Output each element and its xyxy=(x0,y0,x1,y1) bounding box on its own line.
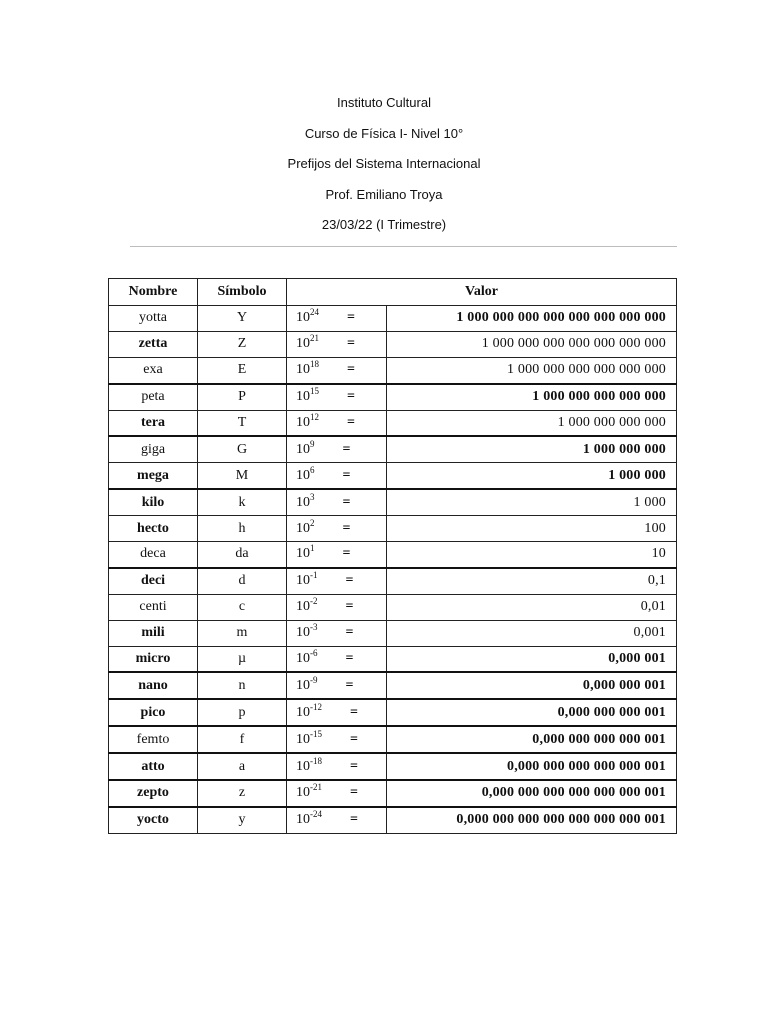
power-of-ten xyxy=(287,384,387,410)
prefix-name: peta xyxy=(109,384,198,410)
decimal-value: 100 xyxy=(387,516,677,542)
power-of-ten xyxy=(287,568,387,594)
equals-sign: = xyxy=(347,389,355,405)
equals-sign: = xyxy=(350,785,358,801)
table-row xyxy=(109,463,677,489)
power-base: 10 xyxy=(296,625,310,641)
power-exponent: -24 xyxy=(310,809,322,820)
power-exponent: 9 xyxy=(310,438,315,449)
table-row xyxy=(109,780,677,807)
prefix-name: mili xyxy=(109,620,198,646)
prefix-symbol: Z xyxy=(198,331,287,357)
power-exponent: 21 xyxy=(310,333,319,344)
equals-sign: = xyxy=(350,731,358,747)
prefix-name: nano xyxy=(109,672,198,699)
power-base: 10 xyxy=(296,336,310,352)
table-row xyxy=(109,672,677,699)
power-base: 10 xyxy=(296,573,310,589)
power-exponent: -15 xyxy=(310,728,322,739)
decimal-value: 0,000 001 xyxy=(387,646,677,672)
prefix-symbol: k xyxy=(198,489,287,515)
equals-sign: = xyxy=(347,362,355,378)
power-of-ten xyxy=(287,516,387,542)
decimal-value: 10 xyxy=(387,542,677,568)
prefix-symbol: z xyxy=(198,780,287,807)
document-header xyxy=(0,88,768,241)
power-base: 10 xyxy=(296,389,310,405)
prefix-symbol: a xyxy=(198,753,287,780)
prefix-symbol: h xyxy=(198,516,287,542)
power-exponent: -1 xyxy=(310,570,318,581)
equals-sign: = xyxy=(347,336,355,352)
equals-sign: = xyxy=(342,441,351,457)
table-row xyxy=(109,568,677,594)
table-row xyxy=(109,384,677,410)
power-of-ten xyxy=(287,357,387,383)
table-row xyxy=(109,620,677,646)
decimal-value: 0,000 000 001 xyxy=(387,672,677,699)
prefix-name: kilo xyxy=(109,489,198,515)
power-base: 10 xyxy=(296,494,310,510)
decimal-value: 1 000 000 000 xyxy=(387,436,677,462)
course-name: Curso de Física I- Nivel 10° xyxy=(304,125,464,141)
column-header-symbol: Símbolo xyxy=(198,279,287,306)
header-divider xyxy=(130,246,677,247)
power-exponent: -2 xyxy=(310,596,318,607)
power-exponent: 1 xyxy=(310,543,315,554)
decimal-value: 1 000 000 xyxy=(387,463,677,489)
power-base: 10 xyxy=(296,546,310,562)
power-exponent: -18 xyxy=(310,755,322,766)
power-exponent: 2 xyxy=(310,517,315,528)
table-row xyxy=(109,516,677,542)
decimal-value: 1 000 000 000 000 000 000 xyxy=(387,357,677,383)
power-base: 10 xyxy=(296,731,310,747)
equals-sign: = xyxy=(350,704,358,720)
prefix-symbol: da xyxy=(198,542,287,568)
power-exponent: 12 xyxy=(310,412,319,422)
power-base: 10 xyxy=(296,362,310,378)
prefix-symbol: Y xyxy=(198,306,287,332)
power-of-ten xyxy=(287,331,387,357)
table-row xyxy=(109,753,677,780)
equals-sign: = xyxy=(350,812,358,828)
table-row xyxy=(109,646,677,672)
power-base: 10 xyxy=(296,785,310,801)
power-base: 10 xyxy=(296,677,310,693)
equals-sign: = xyxy=(350,758,358,774)
prefix-name: tera xyxy=(109,410,198,436)
prefix-name: zetta xyxy=(109,331,198,357)
decimal-value: 0,000 000 000 001 xyxy=(387,699,677,726)
power-of-ten xyxy=(287,699,387,726)
column-header-value: Valor xyxy=(287,279,677,306)
prefix-name: deci xyxy=(109,568,198,594)
power-of-ten xyxy=(287,807,387,833)
si-prefix-table xyxy=(108,278,677,834)
prefix-symbol: E xyxy=(198,357,287,383)
power-of-ten xyxy=(287,410,387,436)
decimal-value: 0,000 000 000 000 001 xyxy=(387,726,677,753)
table-row xyxy=(109,410,677,436)
power-base: 10 xyxy=(296,520,310,536)
prefix-symbol: µ xyxy=(198,646,287,672)
equals-sign: = xyxy=(342,546,351,562)
decimal-value: 0,000 000 000 000 000 000 001 xyxy=(387,780,677,807)
power-of-ten xyxy=(287,620,387,646)
power-base: 10 xyxy=(296,812,310,828)
teacher-name: Prof. Emiliano Troya xyxy=(325,186,443,202)
table-row xyxy=(109,542,677,568)
power-base: 10 xyxy=(296,758,310,774)
equals-sign: = xyxy=(347,415,355,430)
power-exponent: 18 xyxy=(310,359,319,370)
equals-sign: = xyxy=(342,467,351,483)
table-row xyxy=(109,726,677,753)
table-body xyxy=(109,306,677,834)
power-exponent: -6 xyxy=(310,648,318,659)
power-exponent: 15 xyxy=(310,386,319,397)
power-of-ten xyxy=(287,306,387,332)
prefix-name: femto xyxy=(109,726,198,753)
column-header-name: Nombre xyxy=(109,279,198,306)
equals-sign: = xyxy=(345,651,354,667)
power-of-ten xyxy=(287,726,387,753)
power-base: 10 xyxy=(296,441,310,457)
table-header-row xyxy=(109,279,677,306)
power-base: 10 xyxy=(296,651,310,667)
equals-sign: = xyxy=(345,573,354,589)
prefix-name: pico xyxy=(109,699,198,726)
equals-sign: = xyxy=(342,494,351,510)
power-exponent: -21 xyxy=(310,782,322,793)
power-exponent: 3 xyxy=(310,491,315,502)
power-of-ten xyxy=(287,463,387,489)
decimal-value: 1 000 000 000 000 000 000 000 xyxy=(387,331,677,357)
prefix-symbol: m xyxy=(198,620,287,646)
power-of-ten xyxy=(287,436,387,462)
decimal-value: 0,001 xyxy=(387,620,677,646)
decimal-value: 1 000 000 000 000 000 xyxy=(387,384,677,410)
power-of-ten xyxy=(287,753,387,780)
prefix-name: hecto xyxy=(109,516,198,542)
power-of-ten xyxy=(287,489,387,515)
document-date: 23/03/22 (I Trimestre) xyxy=(321,217,447,232)
prefix-name: mega xyxy=(109,463,198,489)
prefix-symbol: P xyxy=(198,384,287,410)
decimal-value: 0,000 000 000 000 000 000 000 001 xyxy=(387,807,677,833)
table-row xyxy=(109,807,677,833)
prefix-name: yocto xyxy=(109,807,198,833)
table-row xyxy=(109,436,677,462)
table-row xyxy=(109,594,677,620)
power-base: 10 xyxy=(296,310,310,326)
prefix-symbol: d xyxy=(198,568,287,594)
power-of-ten xyxy=(287,542,387,568)
prefix-symbol: p xyxy=(198,699,287,726)
prefix-symbol: n xyxy=(198,672,287,699)
document-topic: Prefijos del Sistema Internacional xyxy=(287,156,481,171)
prefix-symbol: T xyxy=(198,410,287,436)
power-exponent: -3 xyxy=(310,622,318,633)
power-of-ten xyxy=(287,780,387,807)
decimal-value: 1 000 000 000 000 xyxy=(387,410,677,436)
prefix-name: deca xyxy=(109,542,198,568)
decimal-value: 1 000 xyxy=(387,489,677,515)
power-base: 10 xyxy=(296,704,310,720)
prefix-name: exa xyxy=(109,357,198,383)
table-row xyxy=(109,306,677,332)
power-exponent: -12 xyxy=(310,701,322,712)
power-base: 10 xyxy=(296,467,310,483)
table-row xyxy=(109,331,677,357)
prefix-symbol: G xyxy=(198,436,287,462)
prefix-name: micro xyxy=(109,646,198,672)
decimal-value: 1 000 000 000 000 000 000 000 000 xyxy=(387,306,677,332)
institution-name: Instituto Cultural xyxy=(337,95,431,110)
equals-sign: = xyxy=(345,599,354,615)
decimal-value: 0,1 xyxy=(387,568,677,594)
power-exponent: -9 xyxy=(310,674,318,685)
prefix-name: zepto xyxy=(109,780,198,807)
decimal-value: 0,01 xyxy=(387,594,677,620)
prefix-name: giga xyxy=(109,436,198,462)
prefix-name: centi xyxy=(109,594,198,620)
prefix-symbol: f xyxy=(198,726,287,753)
power-of-ten xyxy=(287,672,387,699)
power-exponent: 24 xyxy=(310,307,319,318)
equals-sign: = xyxy=(342,520,351,536)
table-row xyxy=(109,489,677,515)
prefix-name: yotta xyxy=(109,306,198,332)
power-exponent: 6 xyxy=(310,464,315,475)
decimal-value: 0,000 000 000 000 000 001 xyxy=(387,753,677,780)
equals-sign: = xyxy=(345,625,354,641)
power-of-ten xyxy=(287,594,387,620)
prefix-symbol: c xyxy=(198,594,287,620)
prefix-symbol: y xyxy=(198,807,287,833)
prefix-symbol: M xyxy=(198,463,287,489)
power-of-ten xyxy=(287,646,387,672)
power-base: 10 xyxy=(296,599,310,615)
table-row xyxy=(109,699,677,726)
equals-sign: = xyxy=(345,677,354,693)
table-row xyxy=(109,357,677,383)
equals-sign: = xyxy=(347,310,355,326)
power-base: 10 xyxy=(296,415,310,430)
prefix-name: atto xyxy=(109,753,198,780)
